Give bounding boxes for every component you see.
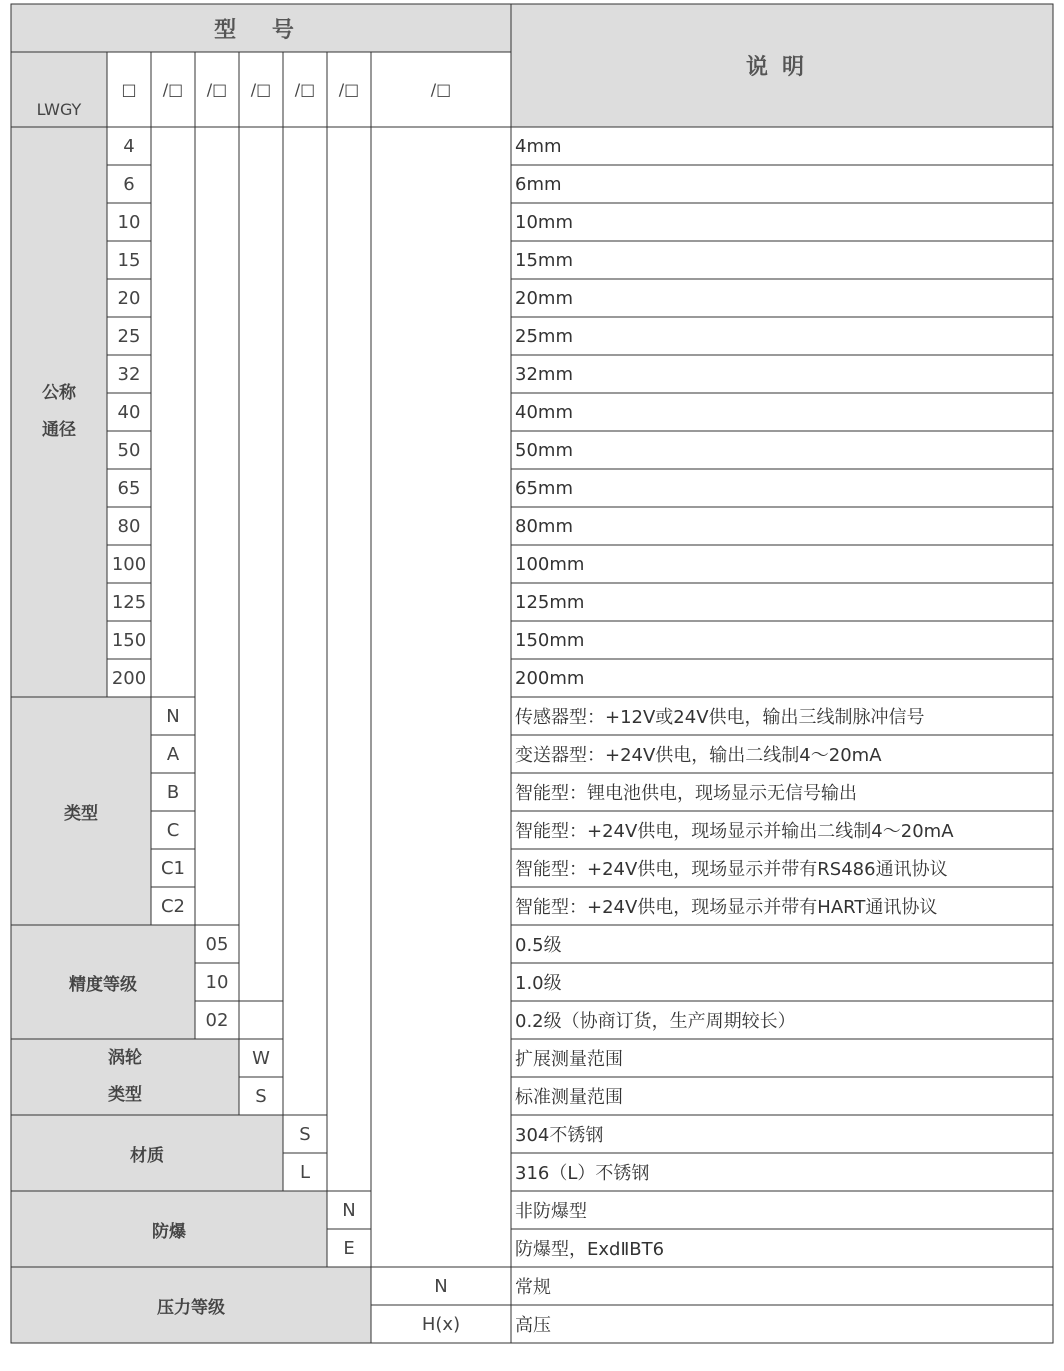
explosion-code: N [342, 1199, 356, 1221]
diameter-code: 32 [117, 363, 141, 385]
accuracy-code: 05 [205, 933, 229, 955]
diameter-desc: 32mm [515, 363, 573, 385]
turbine-code: S [255, 1085, 267, 1107]
diameter-code: 15 [117, 249, 141, 271]
turbine-label-line2: 类型 [108, 1085, 142, 1105]
diameter-code: 200 [111, 667, 147, 689]
turbine-label-line1: 涡轮 [108, 1048, 142, 1068]
diameter-desc: 15mm [515, 249, 573, 271]
turbine-desc: 扩展测量范围 [515, 1049, 623, 1070]
diameter-desc: 10mm [515, 211, 573, 233]
accuracy-desc: 0.5级 [515, 935, 562, 956]
diameter-desc: 40mm [515, 401, 573, 423]
model-title: 型 号 [214, 17, 308, 43]
type-desc: 变送器型：+24V供电，输出二线制4～20mA [515, 745, 882, 766]
explosion-desc: 防爆型，ExdⅡBT6 [515, 1239, 665, 1260]
type-code: C [166, 819, 180, 841]
accuracy-code: 10 [205, 971, 229, 993]
type-desc: 智能型：+24V供电，现场显示并带有HART通讯协议 [515, 897, 938, 918]
diameter-code: 40 [117, 401, 141, 423]
diameter-desc: 50mm [515, 439, 573, 461]
diameter-code: 6 [123, 173, 135, 195]
pressure-code: N [434, 1275, 448, 1297]
slot-explosion: /□ [338, 80, 360, 99]
type-code: A [166, 743, 180, 765]
diameter-code: 25 [117, 325, 141, 347]
pressure-desc: 高压 [515, 1315, 551, 1336]
diameter-label-line2: 通径 [42, 420, 76, 440]
turbine-label [11, 1039, 239, 1115]
diameter-desc: 150mm [515, 629, 585, 651]
model-prefix: LWGY [36, 100, 82, 119]
slot-type: /□ [162, 80, 184, 99]
slot-material: /□ [294, 80, 316, 99]
diameter-code: 100 [111, 553, 147, 575]
explosion-desc: 非防爆型 [515, 1201, 587, 1222]
diameter-code: 80 [117, 515, 141, 537]
type-desc: 智能型：+24V供电，现场显示并带有RS486通讯协议 [515, 859, 948, 880]
accuracy-code: 02 [205, 1009, 229, 1031]
diameter-desc: 125mm [515, 591, 585, 613]
type-desc: 智能型：+24V供电，现场显示并输出二线制4～20mA [515, 821, 954, 842]
explosion-code: E [343, 1237, 355, 1259]
explosion-label: 防爆 [152, 1221, 186, 1242]
type-code: N [166, 705, 180, 727]
diameter-code: 10 [117, 211, 141, 233]
diameter-desc: 65mm [515, 477, 573, 499]
material-desc: 316（L）不锈钢 [515, 1163, 650, 1184]
pressure-code: H(x) [421, 1313, 461, 1335]
slot-accuracy: /□ [206, 80, 228, 99]
diameter-code: 50 [117, 439, 141, 461]
turbine-desc: 标准测量范围 [515, 1087, 623, 1108]
diameter-label-line1: 公称 [42, 383, 76, 403]
type-label: 类型 [64, 803, 98, 824]
material-label: 材质 [130, 1145, 164, 1166]
diameter-desc: 100mm [515, 553, 585, 575]
type-desc: 传感器型：+12V或24V供电，输出三线制脉冲信号 [515, 707, 925, 728]
diameter-desc: 20mm [515, 287, 573, 309]
pressure-desc: 常规 [515, 1277, 551, 1298]
accuracy-desc: 1.0级 [515, 973, 562, 994]
material-desc: 304不锈钢 [515, 1125, 604, 1146]
diameter-code: 65 [117, 477, 141, 499]
turbine-code: W [252, 1047, 270, 1069]
material-code: S [299, 1123, 311, 1145]
slot-pressure: /□ [430, 80, 452, 99]
diameter-code: 20 [117, 287, 141, 309]
type-code: C2 [160, 895, 186, 917]
type-code: C1 [160, 857, 186, 879]
slot-turbine: /□ [250, 80, 272, 99]
diameter-code: 125 [111, 591, 147, 613]
diameter-code: 150 [111, 629, 147, 651]
pressure-label: 压力等级 [157, 1297, 225, 1318]
diameter-desc: 6mm [515, 173, 562, 195]
diameter-label [11, 127, 107, 697]
diameter-desc: 80mm [515, 515, 573, 537]
slot-diameter: □ [121, 80, 137, 99]
type-code: B [166, 781, 180, 803]
description-title: 说明 [745, 55, 818, 80]
diameter-code: 4 [123, 135, 135, 157]
accuracy-label: 精度等级 [69, 974, 137, 995]
diameter-desc: 200mm [515, 667, 585, 689]
diameter-desc: 25mm [515, 325, 573, 347]
diameter-desc: 4mm [515, 135, 562, 157]
type-desc: 智能型：锂电池供电，现场显示无信号输出 [515, 783, 857, 804]
material-code: L [299, 1161, 311, 1183]
accuracy-desc: 0.2级（协商订货，生产周期较长） [515, 1011, 796, 1032]
